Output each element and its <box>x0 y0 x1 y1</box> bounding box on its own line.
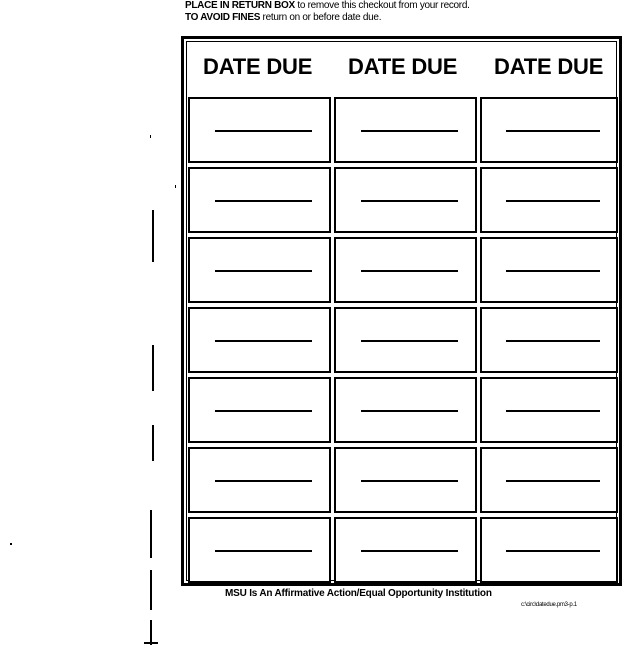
date-due-blank-line <box>361 200 458 202</box>
date-due-cell <box>334 97 477 163</box>
date-due-cell <box>334 517 477 583</box>
form-code: c:\circ\datedue.pm3-p.1 <box>521 602 577 608</box>
date-due-cell <box>188 237 331 303</box>
scan-mark <box>175 185 176 188</box>
date-due-cell <box>480 377 618 443</box>
date-due-blank-line <box>361 340 458 342</box>
date-due-blank-line <box>215 480 312 482</box>
date-due-cell <box>188 377 331 443</box>
scan-mark <box>152 210 154 262</box>
date-due-blank-line <box>215 270 312 272</box>
date-due-blank-line <box>506 130 600 132</box>
date-due-blank-line <box>361 550 458 552</box>
date-due-blank-line <box>506 410 600 412</box>
equal-opportunity-statement: MSU Is An Affirmative Action/Equal Opportunity Institution <box>225 588 492 599</box>
date-due-cell <box>480 447 618 513</box>
date-due-cell <box>334 307 477 373</box>
return-instructions <box>185 0 625 24</box>
date-due-blank-line <box>361 270 458 272</box>
date-due-cell <box>334 237 477 303</box>
date-due-blank-line <box>506 480 600 482</box>
date-due-cell <box>188 97 331 163</box>
date-due-blank-line <box>361 130 458 132</box>
scan-mark <box>150 135 151 138</box>
date-due-cell <box>188 167 331 233</box>
date-due-cell <box>480 307 618 373</box>
date-due-cell <box>480 167 618 233</box>
instruction-rest-2: return on or before date due. <box>260 12 382 23</box>
instruction-lead-2: TO AVOID FINES <box>185 12 261 23</box>
scan-mark <box>152 425 154 461</box>
date-due-blank-line <box>361 480 458 482</box>
date-due-cell <box>334 377 477 443</box>
scan-mark <box>150 570 152 610</box>
instruction-line-2 <box>185 12 625 24</box>
date-due-blank-line <box>506 270 600 272</box>
instruction-lead-1: PLACE IN RETURN BOX <box>185 0 295 11</box>
instruction-rest-1: to remove this checkout from your record. <box>294 0 470 11</box>
date-due-cell <box>188 447 331 513</box>
instruction-line-1 <box>185 0 625 12</box>
column-header: DATE DUE <box>203 54 313 79</box>
date-due-blank-line <box>215 550 312 552</box>
date-due-table-inner <box>186 41 617 581</box>
date-due-blank-line <box>215 130 312 132</box>
table-header-row <box>187 42 616 96</box>
date-due-cell <box>188 307 331 373</box>
date-due-blank-line <box>215 410 312 412</box>
date-due-blank-line <box>506 340 600 342</box>
date-due-blank-line <box>215 200 312 202</box>
date-due-table <box>181 36 622 586</box>
date-due-cell <box>334 447 477 513</box>
date-due-blank-line <box>215 340 312 342</box>
scan-mark <box>150 510 152 558</box>
scan-mark <box>10 543 12 545</box>
date-due-blank-line <box>506 200 600 202</box>
column-header: DATE DUE <box>348 54 458 79</box>
date-due-cell <box>480 237 618 303</box>
date-due-cell <box>334 167 477 233</box>
date-due-cell <box>188 517 331 583</box>
scan-mark <box>144 642 158 644</box>
date-due-cell <box>480 97 618 163</box>
date-due-blank-line <box>361 410 458 412</box>
column-header: DATE DUE <box>494 54 604 79</box>
date-due-blank-line <box>506 550 600 552</box>
scan-mark <box>152 345 154 391</box>
date-due-cell <box>480 517 618 583</box>
